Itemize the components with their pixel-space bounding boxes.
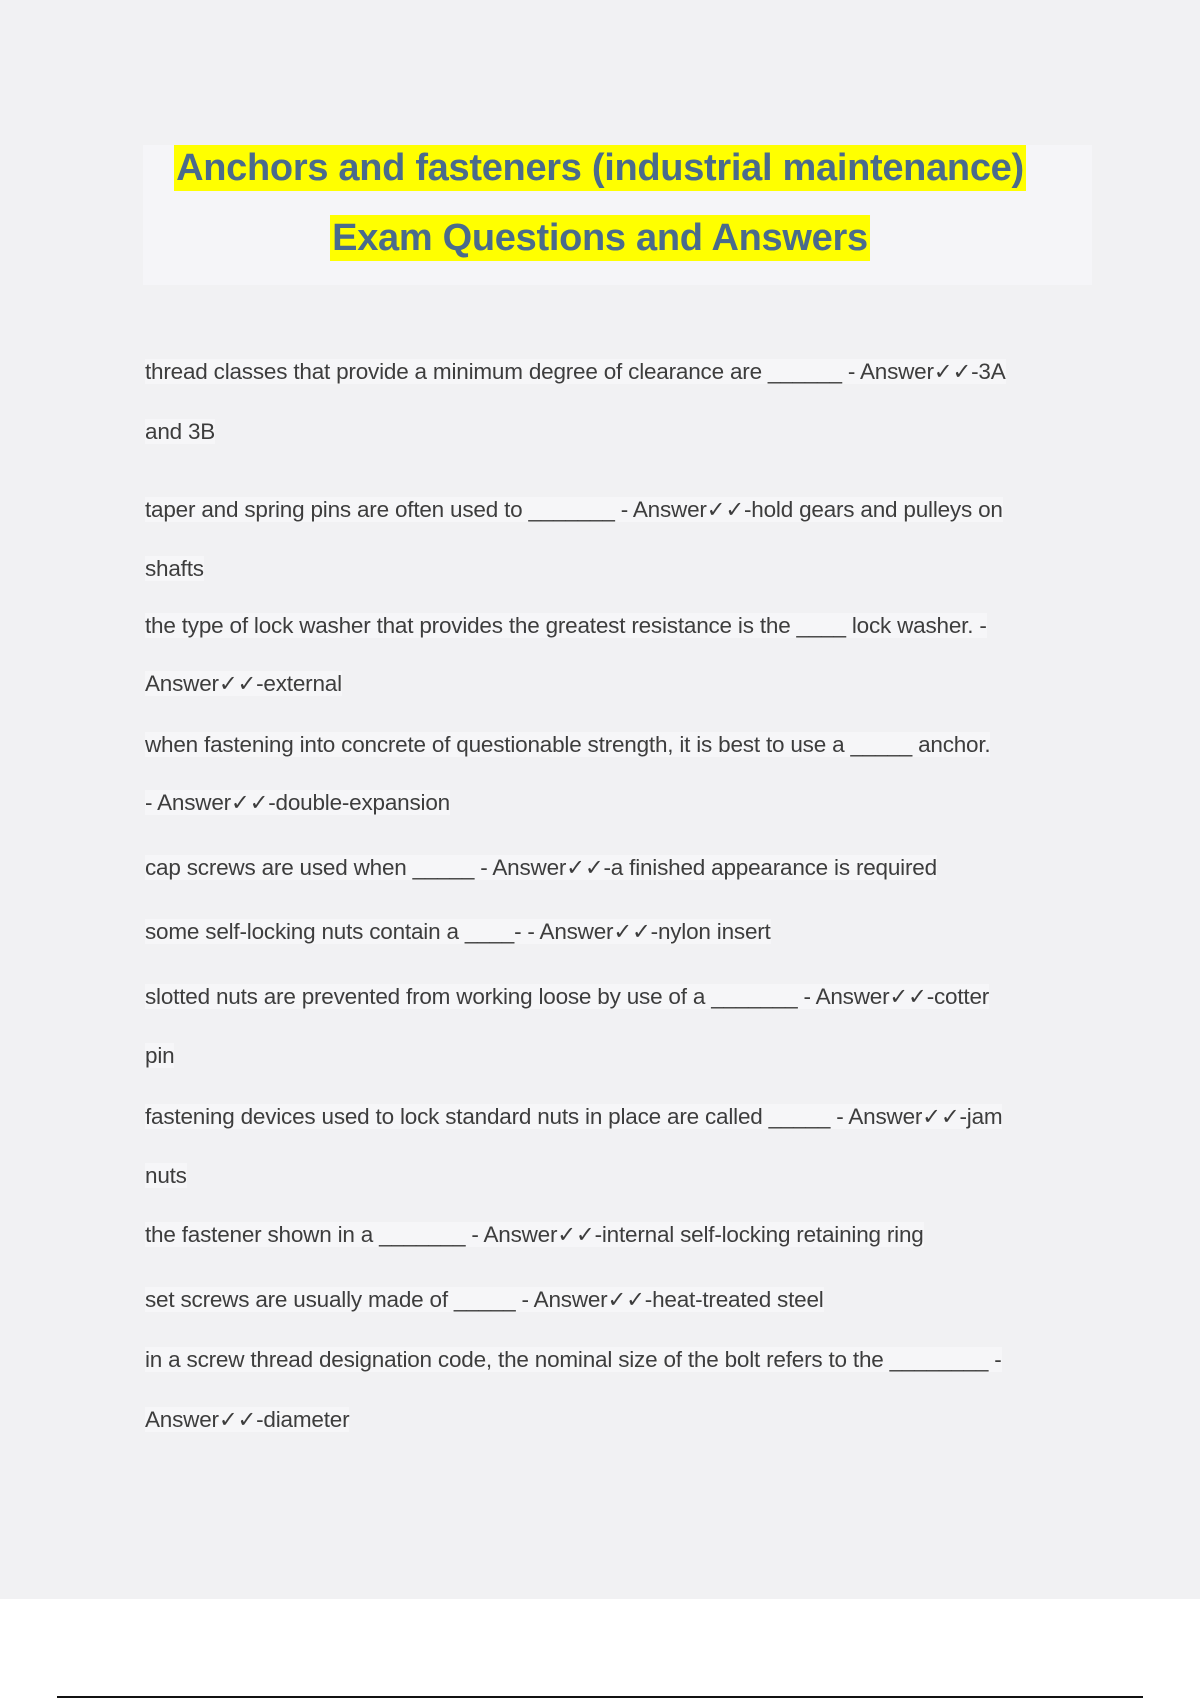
qa-line [145, 1406, 1095, 1434]
qa-text: Answer✓✓-external [145, 671, 342, 696]
qa-line [145, 918, 1095, 946]
qa-line [145, 1042, 1095, 1070]
qa-text: nuts [145, 1163, 187, 1188]
qa-line [145, 983, 1095, 1011]
qa-text: the fastener shown in a _______ - Answer✓✓-internal self-locking retaining ring [145, 1222, 924, 1247]
qa-line [145, 1221, 1095, 1249]
qa-line [145, 670, 1095, 698]
qa-line [145, 1346, 1095, 1374]
qa-text: and 3B [145, 419, 216, 444]
qa-text: in a screw thread designation code, the nominal size of the bolt refers to the ________ - [145, 1347, 1002, 1372]
qa-line [145, 1162, 1095, 1190]
qa-line [145, 1103, 1095, 1131]
page-title-line-2 [0, 214, 1200, 262]
qa-text: fastening devices used to lock standard nuts in place are called _____ - Answer✓✓-jam [145, 1104, 1003, 1129]
qa-text: - Answer✓✓-double-expansion [145, 790, 450, 815]
qa-line [145, 555, 1095, 583]
qa-text: when fastening into concrete of questionable strength, it is best to use a _____ anchor. [145, 732, 991, 757]
qa-text: the type of lock washer that provides the greatest resistance is the ____ lock washer. - [145, 613, 987, 638]
qa-text: slotted nuts are prevented from working loose by use of a _______ - Answer✓✓-cotter [145, 984, 990, 1009]
qa-line [145, 854, 1095, 882]
qa-text: Answer✓✓-diameter [145, 1407, 350, 1432]
qa-text: taper and spring pins are often used to _______ - Answer✓✓-hold gears and pulleys on [145, 497, 1003, 522]
page-title-line-1 [0, 144, 1200, 192]
title-text-2: Exam Questions and Answers [332, 217, 868, 259]
qa-line [145, 1286, 1095, 1314]
qa-text: thread classes that provide a minimum degree of clearance are ______ - Answer✓✓-3A [145, 359, 1006, 384]
qa-text: pin [145, 1043, 175, 1068]
footer-divider [57, 1696, 1143, 1698]
qa-line [145, 731, 1095, 759]
qa-text: shafts [145, 556, 204, 581]
qa-line [145, 612, 1095, 640]
qa-line [145, 789, 1095, 817]
title-text-1: Anchors and fasteners (industrial maintenance) [176, 147, 1024, 189]
qa-text: cap screws are used when _____ - Answer✓✓-a finished appearance is required [145, 855, 937, 880]
qa-line [145, 358, 1095, 386]
qa-text: set screws are usually made of _____ - Answer✓✓-heat-treated steel [145, 1287, 824, 1312]
qa-text: some self-locking nuts contain a ____- - Answer✓✓-nylon insert [145, 919, 771, 944]
qa-line [145, 496, 1095, 524]
qa-line [145, 418, 1095, 446]
